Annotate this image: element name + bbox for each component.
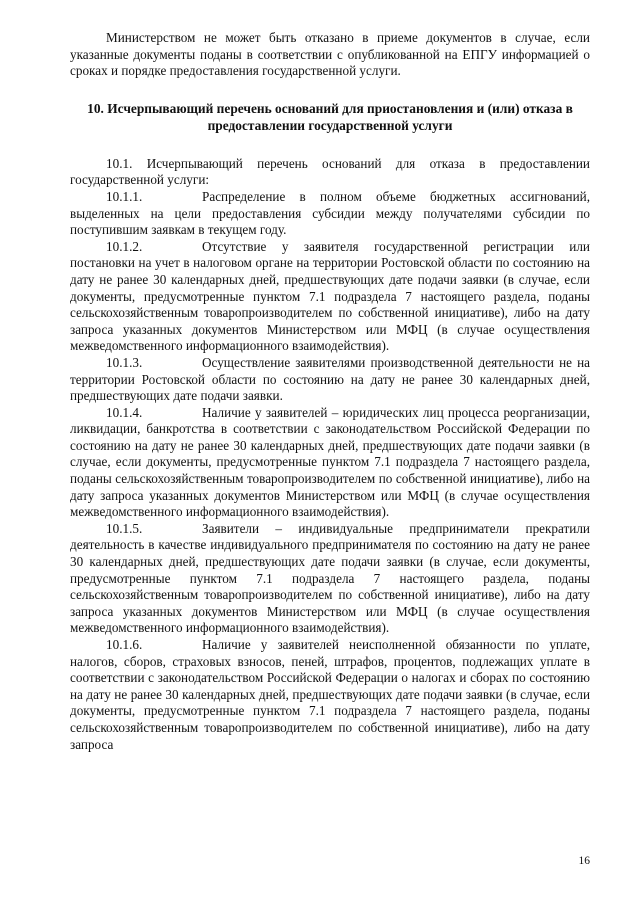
page-number: 16	[578, 855, 590, 867]
list-item-10-1-3	[70, 355, 590, 405]
list-item-10-1-6	[70, 637, 590, 753]
item-number: 10.1.4.	[106, 404, 143, 420]
item-text: Заявители – индивидуальные предприниматели прекратили деятельность в качестве индивидуального предпринимателя по состоянию на дату не ранее 30 календарных дней, предшествующих дате подачи заявки (в случае, если документы, предусмотренные пунктом 7.1 подраздела 7 настоящего раздела, поданы сельскохозяйственным товаропроизводителем по собственной инициативе), либо на дату запроса указанных документов Министерством или МФЦ (в случае осуществления межведомственного информационного взаимодействия).	[70, 520, 590, 636]
item-text: Наличие у заявителей – юридических лиц процесса реорганизации, ликвидации, банкротства в соответствии с законодательством Российской Федерации по состоянию на дату не ранее 30 календарных дней, предшествующих дате подачи заявки (в случае, если документы, предусмотренные пунктом 7.1 подраздела 7 настоящего раздела, поданы сельскохозяйственным товаропроизводителем по собственной инициативе), либо на дату запроса указанных документов Министерством или МФЦ (в случае осуществления межведомственного информационного взаимодействия).	[70, 404, 590, 520]
item-number: 10.1.5.	[106, 520, 143, 536]
item-text: Осуществление заявителями производственной деятельности не на территории Ростовской области по состоянию на дату не ранее 30 календарных дней, предшествующих дате подачи заявки.	[70, 354, 590, 404]
item-text: Распределение в полном объеме бюджетных ассигнований, выделенных на цели предоставления субсидии между получателями субсидии по поступившим заявкам в текущем году.	[70, 188, 590, 238]
item-text: Наличие у заявителей неисполненной обязанности по уплате, налогов, сборов, страховых взносов, пеней, штрафов, процентов, подлежащих уплате в соответствии с законодательством Российской Федерации о налогах и сборах по состоянию на дату не ранее 30 календарных дней, предшествующих дате подачи заявки (в случае, если документы, предусмотренные пунктом 7.1 подраздела 7 настоящего раздела, поданы сельскохозяйственным товаропроизводителем по собственной инициативе), либо на дату запроса	[70, 637, 590, 752]
intro-paragraph: Министерством не может быть отказано в приеме документов в случае, если указанные документы поданы в соответствии с опубликованной на ЕПГУ информацией о сроках и порядке предоставления государственной услуги.	[70, 30, 590, 79]
section-heading: 10. Исчерпывающий перечень оснований для приостановления и (или) отказа в предоставлении государственной услуги	[87, 100, 573, 133]
list-item-10-1-4	[70, 405, 590, 521]
item-number: 10.1.6.	[106, 637, 143, 652]
list-item-10-1-1	[70, 189, 590, 239]
item-number: 10.1.1.	[106, 188, 143, 204]
item-number: 10.1.3.	[106, 354, 143, 370]
item-text: Отсутствие у заявителя государственной регистрации или постановки на учет в налоговом органе на территории Ростовской области по состоянию на дату не ранее 30 календарных дней, предшествующих дате подачи заявки (в случае, если документы, предусмотренные пунктом 7.1 подраздела 7 настоящего раздела, поданы сельскохозяйственным товаропроизводителем по собственной инициативе), либо на дату запроса указанных документов Министерством или МФЦ (в случае осуществления межведомственного информационного взаимодействия).	[70, 238, 590, 354]
section-intro: 10.1. Исчерпывающий перечень оснований для отказа в предоставлении государственной услуги:	[70, 155, 590, 188]
list-item-10-1-5	[70, 521, 590, 637]
item-number: 10.1.2.	[106, 238, 143, 254]
list-item-10-1-2	[70, 239, 590, 355]
